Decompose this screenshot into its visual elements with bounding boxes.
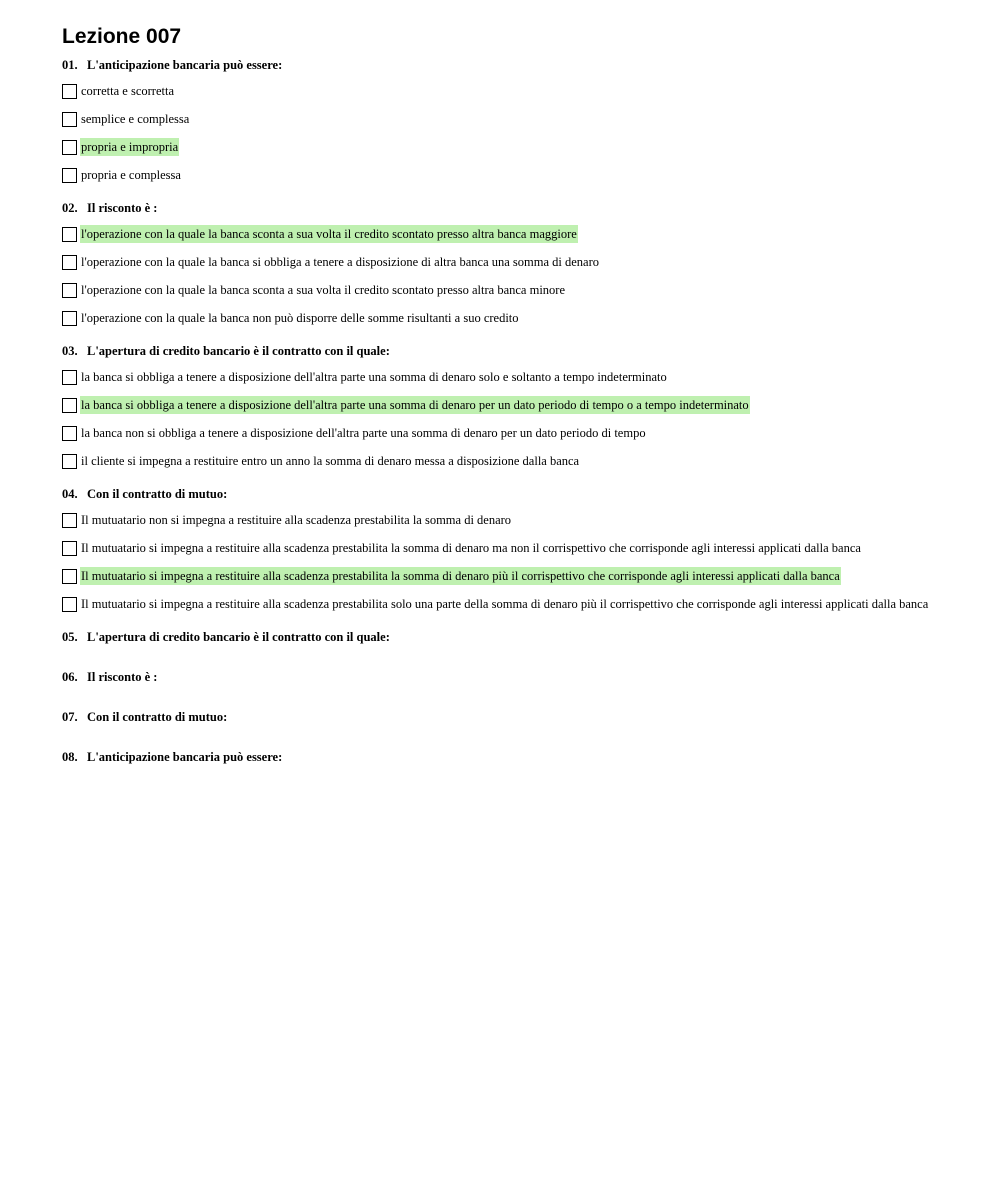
answer-text: Il mutuatario si impegna a restituire alla scadenza prestabilita la somma di denaro ma non il corrispettivo che corrisponde agli interessi applicati dalla banca xyxy=(81,541,861,555)
answer-text: la banca non si obbliga a tenere a disposizione dell'altra parte una somma di denaro per un dato periodo di tempo xyxy=(81,426,646,440)
answer-checkbox[interactable] xyxy=(62,140,77,155)
answer-checkbox[interactable] xyxy=(62,513,77,528)
answer-option xyxy=(62,281,962,299)
answer-text: la banca si obbliga a tenere a disposizione dell'altra parte una somma di denaro per un dato periodo di tempo o a tempo indeterminato xyxy=(81,398,749,412)
page-title: Lezione 007 xyxy=(62,25,182,48)
question-number: 08. xyxy=(62,750,78,764)
answer-text: propria e complessa xyxy=(81,168,181,182)
answer-checkbox[interactable] xyxy=(62,541,77,556)
answer-text: l'operazione con la quale la banca non può disporre delle somme risultanti a suo credito xyxy=(81,311,519,325)
question-text: Con il contratto di mutuo: xyxy=(87,710,228,724)
answer-checkbox[interactable] xyxy=(62,84,77,99)
answer-option xyxy=(62,309,962,327)
answer-option xyxy=(62,595,962,613)
answer-text: semplice e complessa xyxy=(81,112,190,126)
answer-text: il cliente si impegna a restituire entro un anno la somma di denaro messa a disposizione dalla banca xyxy=(81,454,580,468)
answer-text: Il mutuatario si impegna a restituire alla scadenza prestabilita solo una parte della somma di denaro più il corrispettivo che corrisponde agli interessi applicati dalla banca xyxy=(81,597,929,611)
answer-text: Il mutuatario non si impegna a restituire alla scadenza prestabilita la somma di denaro xyxy=(81,513,512,527)
answer-option-correct xyxy=(62,567,962,585)
answer-checkbox[interactable] xyxy=(62,569,77,584)
question-8 xyxy=(62,749,962,765)
answer-checkbox[interactable] xyxy=(62,227,77,242)
question-4 xyxy=(62,486,962,629)
answer-text: l'operazione con la quale la banca sconta a sua volta il credito scontato presso altra banca maggiore xyxy=(81,227,577,241)
question-number: 01. xyxy=(62,58,78,72)
answer-option xyxy=(62,452,962,470)
question-text: Il risconto è : xyxy=(87,201,158,215)
answer-checkbox[interactable] xyxy=(62,426,77,441)
question-heading xyxy=(62,749,962,765)
question-text: Il risconto è : xyxy=(87,670,158,684)
question-text: L'apertura di credito bancario è il contratto con il quale: xyxy=(87,344,390,358)
answer-option-correct xyxy=(62,396,962,414)
answer-checkbox[interactable] xyxy=(62,454,77,469)
question-number: 06. xyxy=(62,670,78,684)
answer-option-correct xyxy=(62,138,962,156)
question-6 xyxy=(62,669,962,685)
question-heading xyxy=(62,57,962,73)
answer-option-correct xyxy=(62,225,962,243)
answer-text: propria e impropria xyxy=(81,140,179,154)
answer-option xyxy=(62,368,962,386)
question-text: Con il contratto di mutuo: xyxy=(87,487,228,501)
question-heading xyxy=(62,486,962,502)
answer-checkbox[interactable] xyxy=(62,597,77,612)
question-1 xyxy=(62,57,962,200)
question-number: 02. xyxy=(62,201,78,215)
answer-option xyxy=(62,82,962,100)
question-heading xyxy=(62,343,962,359)
answer-option xyxy=(62,166,962,184)
answer-text: l'operazione con la quale la banca sconta a sua volta il credito scontato presso altra banca minore xyxy=(81,283,565,297)
answer-checkbox[interactable] xyxy=(62,255,77,270)
question-heading xyxy=(62,200,962,216)
question-7 xyxy=(62,709,962,725)
question-text: L'anticipazione bancaria può essere: xyxy=(87,58,283,72)
question-heading xyxy=(62,629,962,645)
question-heading xyxy=(62,669,962,685)
answer-checkbox[interactable] xyxy=(62,283,77,298)
question-list xyxy=(62,57,962,765)
answer-text: corretta e scorretta xyxy=(81,84,174,98)
answer-option xyxy=(62,110,962,128)
answer-checkbox[interactable] xyxy=(62,398,77,413)
answer-option xyxy=(62,253,962,271)
question-2 xyxy=(62,200,962,343)
answer-text: la banca si obbliga a tenere a disposizione dell'altra parte una somma di denaro solo e soltanto a tempo indeterminato xyxy=(81,370,667,384)
question-number: 04. xyxy=(62,487,78,501)
question-text: L'apertura di credito bancario è il contratto con il quale: xyxy=(87,630,390,644)
document-page xyxy=(62,24,962,789)
answer-text: Il mutuatario si impegna a restituire alla scadenza prestabilita la somma di denaro più il corrispettivo che corrisponde agli interessi applicati dalla banca xyxy=(81,569,840,583)
answer-text: l'operazione con la quale la banca si obbliga a tenere a disposizione di altra banca una somma di denaro xyxy=(81,255,600,269)
question-heading xyxy=(62,709,962,725)
question-text: L'anticipazione bancaria può essere: xyxy=(87,750,283,764)
answer-option xyxy=(62,511,962,529)
answer-option xyxy=(62,539,962,557)
question-3 xyxy=(62,343,962,486)
answer-checkbox[interactable] xyxy=(62,168,77,183)
question-number: 05. xyxy=(62,630,78,644)
question-5 xyxy=(62,629,962,645)
question-number: 03. xyxy=(62,344,78,358)
answer-checkbox[interactable] xyxy=(62,311,77,326)
answer-checkbox[interactable] xyxy=(62,370,77,385)
answer-option xyxy=(62,424,962,442)
answer-checkbox[interactable] xyxy=(62,112,77,127)
question-number: 07. xyxy=(62,710,78,724)
